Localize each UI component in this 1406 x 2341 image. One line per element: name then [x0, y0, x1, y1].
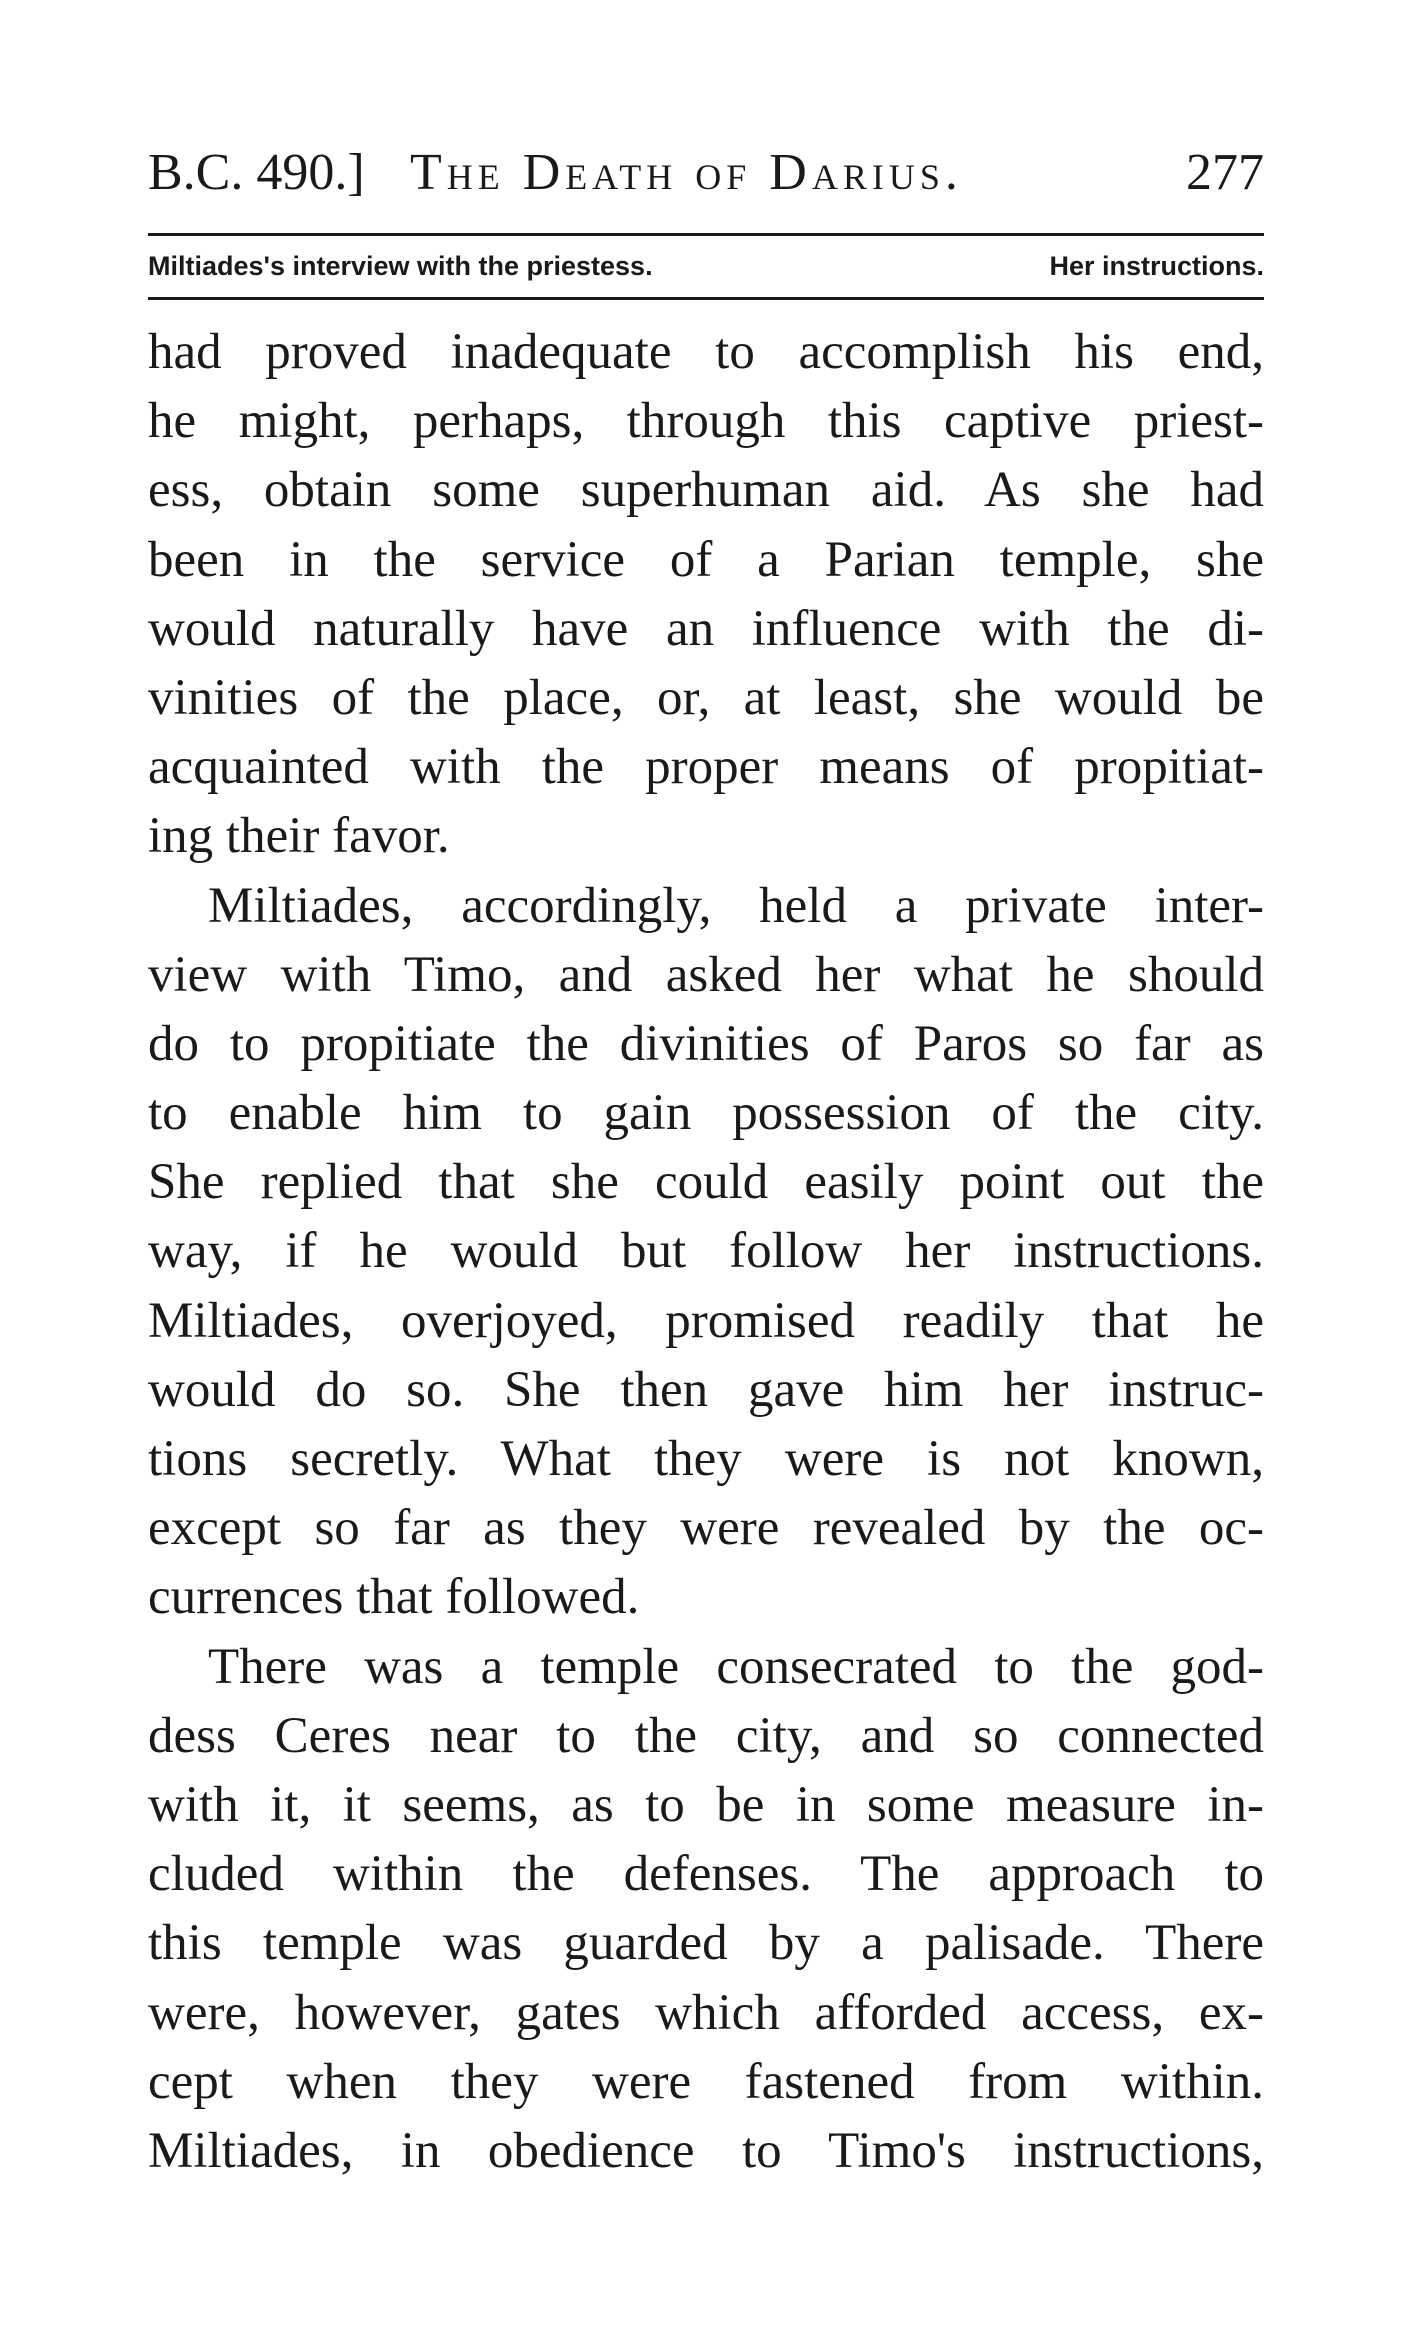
text-line: do to propitiate the divinities of Paros so far as: [148, 1015, 1264, 1072]
text-line: Miltiades, overjoyed, promised readily that he: [148, 1292, 1264, 1349]
text-line: with it, it seems, as to be in some measure in-: [148, 1776, 1264, 1833]
text-line: cept when they were fastened from within.: [148, 2053, 1264, 2110]
text-line: dess Ceres near to the city, and so connected: [148, 1707, 1264, 1764]
text-line: except so far as they were revealed by the oc-: [148, 1500, 1264, 1557]
date-reference: B.C. 490.]: [148, 144, 365, 201]
header-rule-top: [148, 233, 1264, 236]
summary-left: Miltiades's interview with the priestess.: [148, 251, 653, 281]
text-line: She replied that she could easily point out the: [148, 1154, 1264, 1211]
text-line: to enable him to gain possession of the city.: [148, 1085, 1264, 1142]
text-line: view with Timo, and asked her what he should: [148, 946, 1264, 1003]
text-line: were, however, gates which afforded access, ex-: [148, 1984, 1264, 2041]
text-line: had proved inadequate to accomplish his end,: [148, 324, 1264, 380]
running-head: [148, 138, 1264, 208]
text-line: would do so. She then gave him her instruc-: [148, 1361, 1264, 1418]
text-line: he might, perhaps, through this captive priest-: [148, 393, 1264, 450]
summary-right: Her instructions.: [1049, 251, 1264, 281]
header-rule-bottom: [148, 297, 1264, 300]
text-line: Miltiades, in obedience to Timo's instructions,: [148, 2122, 1264, 2179]
marginal-summary: [148, 243, 1264, 289]
body-text: [148, 318, 1264, 2186]
text-line: would naturally have an influence with the di-: [148, 600, 1264, 657]
text-line: ing their favor.: [148, 808, 450, 865]
text-line: ess, obtain some superhuman aid. As she had: [148, 462, 1264, 519]
book-page: [148, 0, 1264, 2341]
page-number: 277: [1186, 144, 1264, 201]
text-line: cluded within the defenses. The approach to: [148, 1846, 1264, 1903]
text-line: acquainted with the proper means of propitiat-: [148, 739, 1264, 796]
text-line: been in the service of a Parian temple, she: [148, 531, 1264, 588]
text-line: this temple was guarded by a palisade. There: [148, 1915, 1264, 1972]
text-line: way, if he would but follow her instructions.: [148, 1223, 1264, 1280]
text-line: tions secretly. What they were is not known,: [148, 1431, 1264, 1487]
text-line: currences that followed.: [148, 1569, 640, 1626]
text-line: Miltiades, accordingly, held a private inter-: [208, 877, 1264, 934]
chapter-title: The Death of Darius.: [410, 144, 963, 201]
text-line: vinities of the place, or, at least, she would be: [148, 669, 1264, 726]
text-line: There was a temple consecrated to the god-: [208, 1638, 1264, 1695]
